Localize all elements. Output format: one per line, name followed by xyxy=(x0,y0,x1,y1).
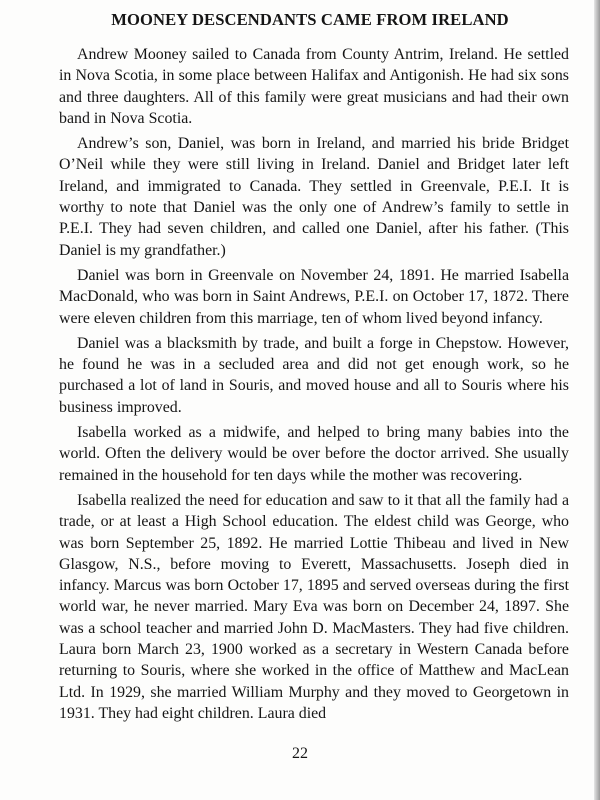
paragraph-andrew-mooney: Andrew Mooney sailed to Canada from County Antrim, Ireland. He settled in Nova Scotia, in some place between Halifax and Antigonish. He had six sons and three daughters. All of this family were great musicians and had their own band in Nova Scotia. xyxy=(59,46,569,127)
paragraph-children: Isabella realized the need for education and saw to it that all the family had a trade, or at least a High School education. The eldest child was George, who was born September 25, 1892. He married Lottie Thibeau and lived in New Glasgow, N.S., before moving to Everett, Massachusetts. Joseph died in infancy. Marcus was born October 17, 1895 and served overseas during the first world war, he never married. Mary Eva was born on December 24, 1897. She was a school teacher and married John D. MacMasters. They had five children. Laura born March 23, 1900 worked as a secretary in Western Canada before returning to Souris, where she worked in the office of Matthew and MacLean Ltd. In 1929, she married William Murphy and they moved to Georgetown in 1931. They had eight children. Laura died xyxy=(59,491,569,722)
chapter-title: MOONEY DESCENDANTS CAME FROM IRELAND xyxy=(111,10,509,29)
body-text xyxy=(59,44,569,728)
page-number: 22 xyxy=(292,745,308,762)
paragraph-daniel-marriage: Daniel was born in Greenvale on November 24, 1891. He married Isabella MacDonald, who was born in Saint Andrews, P.E.I. on October 17, 1872. There were eleven children from this marriage, ten of whom lived beyond infancy. xyxy=(59,266,569,327)
paragraph-daniel-and-bridget: Andrew’s son, Daniel, was born in Ireland, and married his bride Bridget O’Neil while they were still living in Ireland. Daniel and Bridget later left Ireland, and immigrated to Canada. They settled in Greenvale, P.E.I. It is worthy to note that Daniel was the only one of Andrew’s family to settle in P.E.I. They had seven children, and called one Daniel, after his father. (This Daniel is my grandfather.) xyxy=(59,135,569,259)
paragraph-midwife: Isabella worked as a midwife, and helped to bring many babies into the world. Often the delivery would be over before the doctor arrived. She usually remained in the household for ten days while the mother was recovering. xyxy=(59,424,569,484)
page-edge-shadow xyxy=(594,0,600,800)
paragraph-blacksmith: Daniel was a blacksmith by trade, and built a forge in Chepstow. However, he found he was in a secluded area and did not get enough work, so he purchased a lot of land in Souris, and moved house and all to Souris where his business improved. xyxy=(59,334,569,416)
